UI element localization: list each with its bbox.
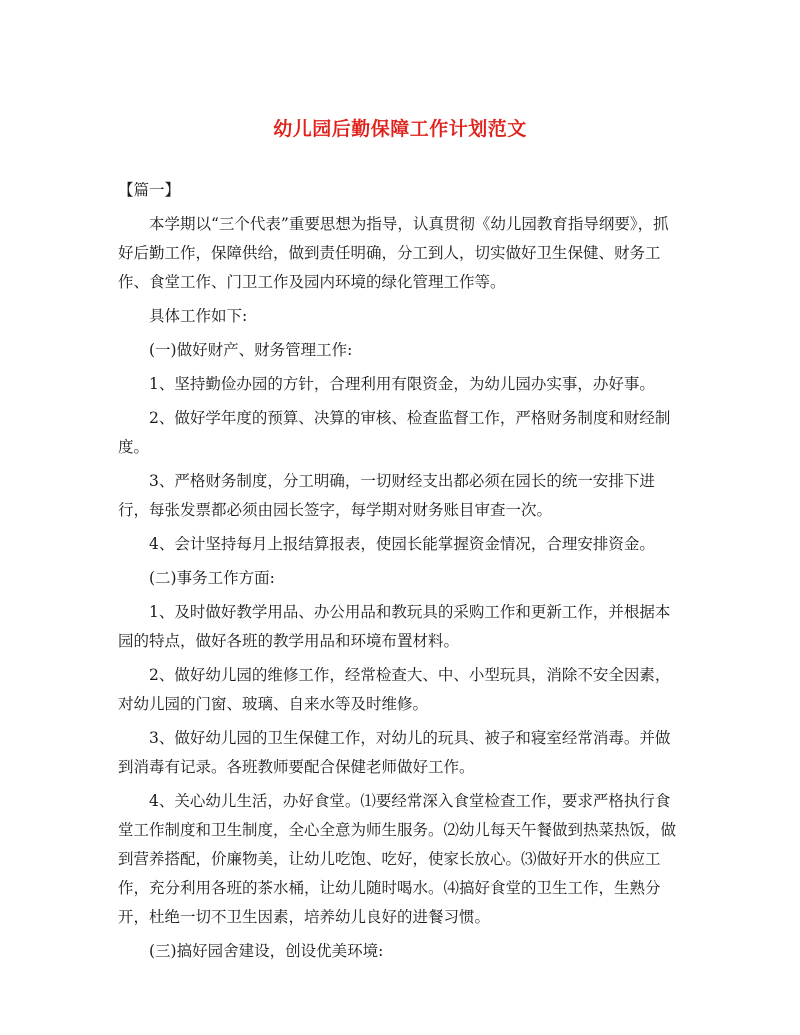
document-body	[118, 176, 684, 971]
list-item: 3、做好幼儿园的卫生保健工作，对幼儿的玩具、被子和寝室经常消毒。并做到消毒有记录。各班教师要配合保健老师做好工作。	[118, 729, 671, 776]
list-item: 4、关心幼儿生活，办好食堂。⑴要经常深入食堂检查工作，要求严格执行食堂工作制度和卫生制度，全心全意为师生服务。⑵幼儿每天午餐做到热菜热饭，做到营养搭配，价廉物美，让幼儿吃饱、吃好，使家长放心。⑶做好开水的供应工作，充分利用各班的茶水桶，让幼儿随时喝水。⑷搞好食堂的卫生工作，生熟分开，杜绝一切不卫生因素，培养幼儿良好的进餐习惯。	[118, 792, 677, 926]
subsection-heading: (二)事务工作方面:	[149, 569, 275, 587]
list-item: 2、做好幼儿园的维修工作，经常检查大、中、小型玩具，消除不安全因素，对幼儿园的门窗、玻璃、自来水等及时维修。	[118, 666, 671, 713]
paragraph: 本学期以“三个代表”重要思想为指导，认真贯彻《幼儿园教育指导纲要》，抓好后勤工作，保障供给，做到责任明确，分工到人，切实做好卫生保健、财务工作、食堂工作、门卫工作及园内环境的绿化管理工作等。	[118, 215, 669, 291]
list-item: 2、做好学年度的预算、决算的审核、检查监督工作，严格财务制度和财经制度。	[118, 409, 671, 456]
paragraph: 具体工作如下:	[149, 307, 248, 325]
document-title: 幼儿园后勤保障工作计划范文	[273, 118, 527, 140]
section-heading: 【篇一】	[118, 181, 181, 199]
list-item: 1、坚持勤俭办园的方针，合理利用有限资金，为幼儿园办实事，办好事。	[149, 375, 655, 393]
subsection-heading: (一)做好财产、财务管理工作:	[149, 341, 353, 359]
subsection-heading: (三)搞好园舍建设，创设优美环境:	[149, 942, 384, 960]
list-item: 4、会计坚持每月上报结算报表，使园长能掌握资金情况，合理安排资金。	[149, 535, 655, 553]
list-item: 1、及时做好教学用品、办公用品和教玩具的采购工作和更新工作，并根据本园的特点，做好各班的教学用品和环境布置材料。	[118, 603, 671, 650]
list-item: 3、严格财务制度，分工明确，一切财经支出都必须在园长的统一安排下进行，每张发票都必须由园长签字，每学期对财务账目审查一次。	[118, 472, 655, 519]
